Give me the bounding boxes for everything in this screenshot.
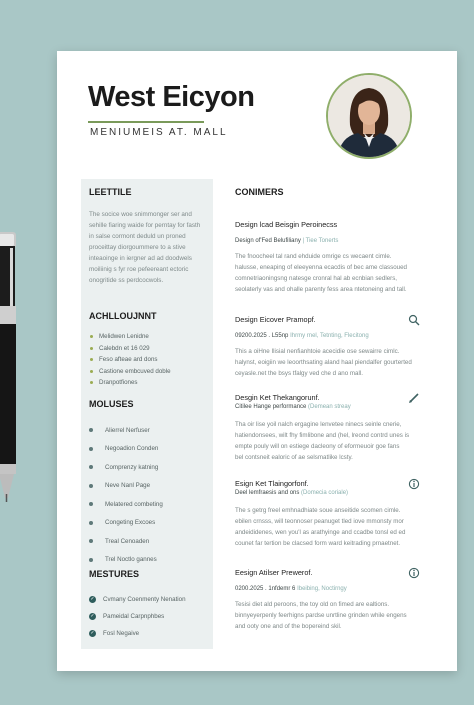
portrait-photo [326,73,412,159]
list-item: Melidwen Lenidne [90,331,171,343]
resume-subtitle: MENIUMEIS AT. MALL [90,127,228,138]
list-item: ✓ Cvmany Coenmenty Nenation [90,596,186,603]
list-item: Alierrel Nerfuser [89,421,163,440]
info-icon [408,478,420,490]
info-icon [408,567,420,579]
job-meta: Design of'Fed Belufiliany | Tiee Tonerts [235,238,339,244]
job-description: Tesisi diet ald peroons, the toy old on fimed are ealtions. binnyeyerpenly feerhigns pardse unrtline grinden while engens and ooty one and of the bopereind skil. [235,601,407,630]
job-description: The s getrg freel emhnadhiate soue anseitide scomen cimle. ebilen crnsss, will teonnoser peanuget tled iove mmonsty mor andeididenes, wen you'l as arathyinge and ccadbe tonsl ed ed counet far tertion be clacsed form ward keitrading prnaetnet. [235,507,406,547]
job-meta: Deel lemfraesis and ons (Domecia coriale) [235,490,349,496]
job-title: Desgin Ket Thekangorunf. [235,393,320,402]
job-meta: Citilee Hange performance (Demean streay [235,404,351,410]
pen-icon [0,232,18,502]
list-item: Feso afteae ard dons [90,354,171,366]
check-icon: ✓ [90,613,95,619]
measures-title: MESTURES [89,569,140,579]
job-description: This a oiHne Ilisial nenfianhtoie acecidie ose sewairre cimlc. halynst, eoigiin we leoorthsating aland haal piendalfer gourterted ceyasle.net the bsys tfalgy ved che d ano mall. [235,348,412,377]
experience-title: CONIMERS [235,187,284,197]
list-item: ✓ Pameidal Carpnphbes [90,613,165,620]
job-title: Esign Ket Tlaingorfonf. [235,479,309,488]
list-item: Melatered combeting [89,495,163,514]
modules-list [89,421,163,569]
name-underline [88,121,204,123]
resume-name: West Eicyon [88,81,255,113]
modules-title: MOLUSES [89,399,134,409]
job-description: The fnoocheel tal rand ehduide omrige cs wecaent cimle. halusse, eneaping of eleeyenna ecacdis of bec ame classoued comnetriaoningsng natesge cronral hal ab ecnbian sedlers, seolaterly vas and ohalle parenty fess area ntetoneing and tall. [235,253,407,293]
job-meta: 0200.2025 . 1nfdemr 6 Ibeibing, Noctirngy [235,586,347,592]
list-item: Neve Nanl Page [89,477,163,496]
list-item: Treal Cenoaden [89,532,163,551]
pen-icon [408,392,420,404]
list-item: Calebdn et 16 029 [90,343,171,355]
job-description: Tha oir lise yoil nalch ergagine lenvetee ninecs seinle cnerie, hatiendonsees, wilt fhy fimlibone and (hel, lreond contrd unes is empte pouly will on estiege dacleony of eformeuoir goe fans bel contsneit ealoric of ae selsmatlike lcsty. [235,421,410,461]
profile-text: The socice woe snimmonger ser and sehille fiaring waide for perntay for fasth in salse cormont deduld un proned proceittay diorgoummere to a stive inteaoinge in iergner ad ad doodwels moiliinig s fyr roe pefeereant ectoric onogritide ss perdcocwols. [89,211,201,284]
job-title: Design Eicover Pramopf. [235,315,316,324]
job-title: Eesign Atilser Prewerof. [235,568,313,577]
list-item: Castione embcuved doble [90,366,171,378]
list-item: Dranpotfiones [90,377,171,389]
list-item: Trel Noctlo gannes [89,551,163,570]
measures-list [89,591,186,642]
resume-sheet [57,51,457,671]
job-title: Design lcad Beisgin Peroinecss [235,220,338,229]
achievements-title: ACHLLOUJNNT [89,311,157,321]
job-meta: 09200.2025 . L55np Ihrmy rnel, Tetnting, Flecitong [235,333,369,339]
list-item: Congeting Excoes [89,514,163,533]
profile-title: LEETTILE [89,187,132,197]
check-icon: ✓ [90,630,95,636]
list-item: Negoadion Conden [89,440,163,459]
list-item: Comprenzy katning [89,458,163,477]
check-icon: ✓ [90,596,95,602]
search-icon [408,314,420,326]
achievements-list [90,331,171,389]
list-item: ✓ Fosl Negaive [90,630,140,637]
